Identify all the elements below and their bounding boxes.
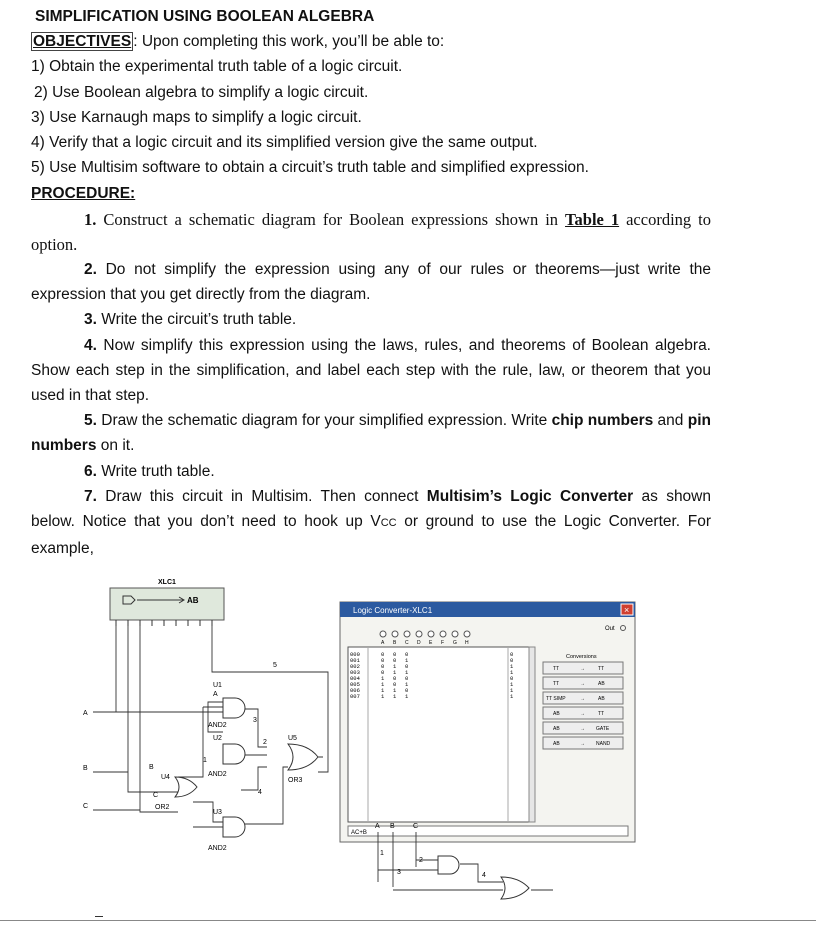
conv-to: NAND [596,741,611,747]
output-cell[interactable]: 0 [510,651,514,658]
row-index: 002 [350,663,360,670]
node-5-label: 5 [273,662,277,669]
step-5-number: 5. [84,412,97,430]
step-7-mid: as shown below. Notice that you don’t need to hook up V [31,487,711,531]
step-6-text: Write truth table. [96,462,215,480]
gen-node-4: 4 [482,872,486,879]
gen-input-c: C [413,823,419,830]
page-divider [0,920,816,921]
cell-c: 1 [405,657,409,664]
cell-c: 1 [405,681,409,688]
u2-label: U2 [213,735,222,742]
step-5 [31,408,711,458]
cell-a: 1 [381,687,385,694]
node-1-label: 1 [203,757,207,764]
table-1-link[interactable]: Table 1 [565,209,620,229]
conv-from: TT [553,666,560,672]
document-body [31,4,711,561]
wire-c-label: C [153,792,159,799]
cell-b: 0 [393,681,397,688]
conv-to: AB [598,681,605,687]
row-index: 003 [350,669,360,676]
truth-table-panel[interactable] [348,647,535,822]
step-6-number: 6. [84,462,97,480]
conv-from: TT SIMP [546,696,566,702]
cell-b: 1 [393,669,397,676]
cell-a: 1 [381,675,385,682]
conversions-label: Conversions [566,654,597,660]
objective-item: 3) Use Karnaugh maps to simplify a logic circuit. [31,108,362,126]
u4-type: OR2 [155,804,170,811]
conv-from: AB [553,711,560,717]
cell-a: 1 [381,681,385,688]
objective-item: 1) Obtain the experimental truth table of a logic circuit. [31,58,403,76]
col-letter: B [393,640,397,646]
step-3-text: Write the circuit’s truth table. [96,311,297,329]
objective-item: 2) Use Boolean algebra to simplify a logic circuit. [34,83,369,101]
step-1-text: Construct a schematic diagram for Boolean expressions shown in [96,209,566,229]
row-index: 005 [350,681,360,688]
cell-c: 1 [405,669,409,676]
conv-to: AB [598,696,605,702]
gate-input-a-label: A [213,691,218,698]
gen-node-2: 2 [419,857,423,864]
step-3-number: 3. [84,311,97,329]
conv-from: TT [553,681,560,687]
step-5-text: Draw the schematic diagram for your simplified expression. Write [96,412,552,430]
cell-c: 0 [405,663,409,670]
row-index: 006 [350,687,360,694]
col-letter: D [417,640,421,646]
pin-numbers-term: pin numbers [31,412,711,455]
multisim-figure [83,572,643,912]
cell-a: 0 [381,663,385,670]
u1-label: U1 [213,682,222,689]
cell-c: 0 [405,651,409,658]
converter-ab-label: AB [187,596,199,605]
step-3 [31,307,711,332]
step-7 [31,484,711,562]
and-gate-u1 [223,698,245,718]
output-cell[interactable]: 0 [510,675,514,682]
conv-to: TT [598,711,605,717]
step-5-mid: and [653,412,688,430]
logic-converter-window[interactable] [340,602,635,842]
u3-type: AND2 [208,845,227,852]
conv-arrow: → [580,696,585,702]
objectives-label: OBJECTIVES [33,33,132,51]
vcc-subscript: CC [380,517,397,530]
close-icon: × [624,605,630,615]
cell-a: 0 [381,657,385,664]
out-label: Out [605,626,615,632]
step-5-end: on it. [96,437,135,455]
step-7-number: 7. [84,487,97,505]
conv-from: AB [553,741,560,747]
output-cell[interactable]: 1 [510,687,514,694]
objectives-intro: : Upon completing this work, you’ll be able to: [133,33,445,51]
step-7-text: Draw this circuit in Multisim. Then connect [96,487,427,505]
or-gate-u4 [175,777,197,797]
row-index: 000 [350,651,360,658]
step-1 [31,207,711,257]
logic-converter-term: Multisim’s Logic Converter [426,487,634,505]
u2-type: AND2 [208,771,227,778]
cell-b: 1 [393,693,397,700]
input-b-label: B [83,765,88,772]
conv-from: AB [553,726,560,732]
row-index: 004 [350,675,360,682]
step-7-end: or ground to use the Logic Converter. For example, [31,513,711,558]
input-c-label: C [83,803,89,810]
step-2-number: 2. [84,261,97,279]
step-4-number: 4. [84,336,97,354]
gen-input-b: B [390,823,395,830]
conv-arrow: → [580,711,585,717]
and-gate-u3 [223,817,245,837]
col-letter: F [441,640,445,646]
objective-item: 5) Use Multisim software to obtain a circuit’s truth table and simplified expression. [31,159,589,177]
conv-arrow: → [580,726,585,732]
cell-b: 0 [393,657,397,664]
node-4-label: 4 [258,789,262,796]
chip-numbers-term: chip numbers [551,412,654,430]
output-cell[interactable]: 1 [510,681,514,688]
output-cell[interactable]: 1 [510,693,514,700]
page-tick [95,916,103,917]
procedure-heading: PROCEDURE: [31,185,136,203]
cell-a: 1 [381,693,385,700]
cell-b: 0 [393,651,397,658]
step-4 [31,333,711,409]
conv-to: GATE [596,726,610,732]
col-letter: A [381,640,385,646]
and-gate-u2 [223,744,245,764]
cell-a: 0 [381,651,385,658]
node-3-label: 3 [253,717,257,724]
cell-b: 1 [393,663,397,670]
wire-b-label: B [149,764,154,771]
converter-window-title: Logic Converter-XLC1 [353,606,433,615]
step-6 [31,459,711,484]
u3-label: U3 [213,809,222,816]
objective-item: 4) Verify that a logic circuit and its simplified version give the same output. [31,134,538,152]
step-1-end: according to option. [31,209,711,254]
input-a-label: A [83,710,88,717]
gen-and-gate [438,856,459,874]
page-title: SIMPLIFICATION USING BOOLEAN ALGEBRA [35,8,375,25]
expression-value: AC+B [351,830,367,836]
row-index: 007 [350,693,360,700]
cell-c: 0 [405,687,409,694]
gen-or-gate [501,877,529,899]
u5-type: OR3 [288,777,303,784]
output-cell[interactable]: 1 [510,669,514,676]
u4-label: U4 [161,774,170,781]
cell-b: 1 [393,687,397,694]
conv-arrow: → [580,666,585,672]
col-letter: E [429,640,433,646]
node-2-label: 2 [263,739,267,746]
step-2 [31,257,711,307]
or-gate-u5 [288,744,318,770]
step-2-text: Do not simplify the expression using any of our rules or theorems—just write the expression that you get directly from the diagram. [31,261,711,304]
objectives-heading-line [31,29,711,54]
col-letter: G [453,640,457,646]
conv-to: TT [598,666,605,672]
output-cell[interactable]: 0 [510,657,514,664]
cell-b: 0 [393,675,397,682]
output-cell[interactable]: 1 [510,663,514,670]
gen-node-3: 3 [397,869,401,876]
cell-a: 0 [381,669,385,676]
conv-arrow: → [580,681,585,687]
xlc-label: XLC1 [158,579,176,586]
gen-node-1: 1 [380,850,384,857]
step-1-number: 1. [84,209,97,229]
step-4-text: Now simplify this expression using the laws, rules, and theorems of Boolean algebra. Show each step in the simplification, and label each step with the rule, law, or theorem that you used in that step. [31,336,711,405]
cell-c: 0 [405,675,409,682]
cell-c: 1 [405,693,409,700]
col-letter: C [405,640,409,646]
table-scrollbar[interactable] [529,647,535,822]
row-index: 001 [350,657,360,664]
conv-arrow: → [580,741,585,747]
gen-input-a: A [375,823,380,830]
u5-label: U5 [288,735,297,742]
u1-type: AND2 [208,722,227,729]
col-letter: H [465,640,469,646]
